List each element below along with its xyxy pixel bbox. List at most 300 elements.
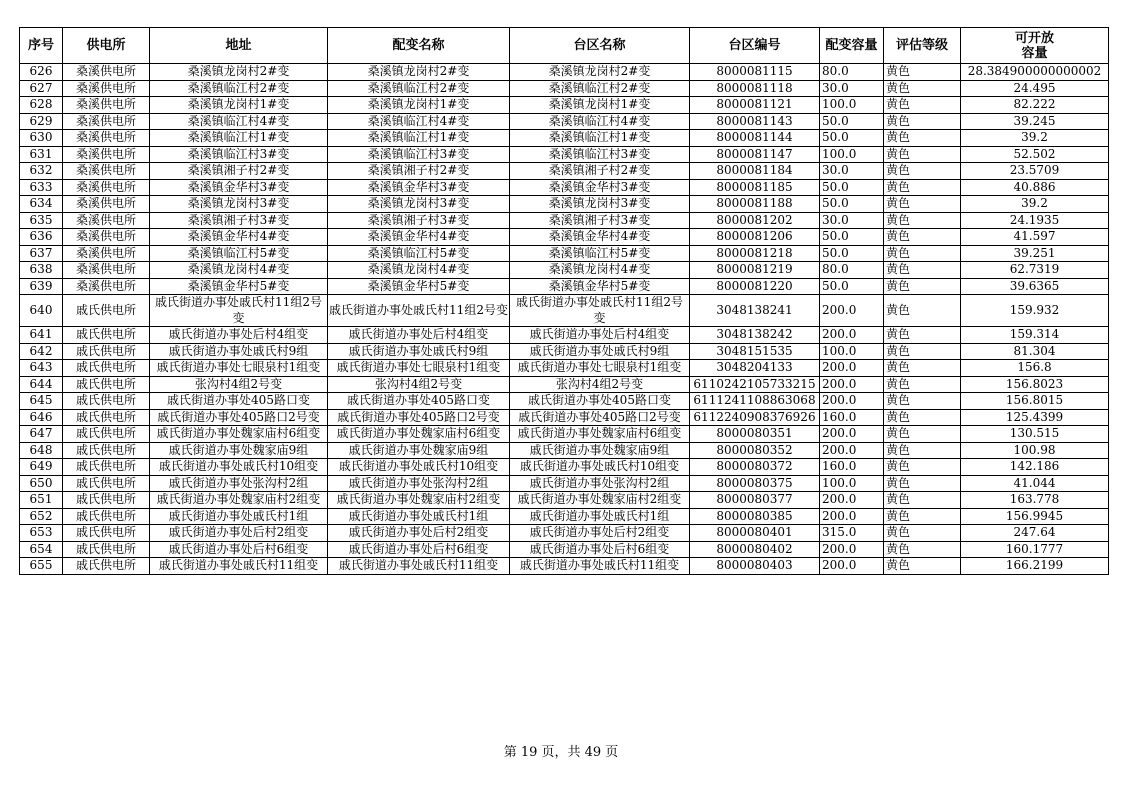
cell-grade: 黄色 bbox=[884, 64, 961, 81]
cell-seq: 654 bbox=[20, 541, 63, 558]
cell-station: 戚氏供电所 bbox=[63, 508, 150, 525]
table-row bbox=[20, 426, 1109, 443]
cell-seq: 629 bbox=[20, 113, 63, 130]
cell-capacity: 200.0 bbox=[820, 558, 884, 575]
cell-grade: 黄色 bbox=[884, 80, 961, 97]
cell-address: 戚氏街道办事处戚氏村1组 bbox=[150, 508, 328, 525]
cell-zone: 桑溪镇龙岗村3#变 bbox=[510, 196, 690, 213]
cell-seq: 641 bbox=[20, 327, 63, 344]
cell-zone-no: 8000081206 bbox=[690, 229, 820, 246]
cell-capacity: 200.0 bbox=[820, 327, 884, 344]
cell-transformer: 戚氏街道办事处戚氏村11组变 bbox=[328, 558, 510, 575]
cell-grade: 黄色 bbox=[884, 97, 961, 114]
table-row bbox=[20, 64, 1109, 81]
cell-zone: 戚氏街道办事处405路口变 bbox=[510, 393, 690, 410]
cell-seq: 640 bbox=[20, 295, 63, 327]
cell-seq: 642 bbox=[20, 343, 63, 360]
cell-address: 桑溪镇临江村2#变 bbox=[150, 80, 328, 97]
cell-capacity: 80.0 bbox=[820, 262, 884, 279]
cell-transformer: 戚氏街道办事处戚氏村9组 bbox=[328, 343, 510, 360]
cell-capacity: 50.0 bbox=[820, 113, 884, 130]
cell-open-capacity: 156.8023 bbox=[961, 376, 1109, 393]
cell-capacity: 100.0 bbox=[820, 146, 884, 163]
table-row bbox=[20, 295, 1109, 327]
cell-seq: 630 bbox=[20, 130, 63, 147]
cell-capacity: 100.0 bbox=[820, 97, 884, 114]
cell-zone-no: 3048138241 bbox=[690, 295, 820, 327]
cell-zone: 戚氏街道办事处405路口2号变 bbox=[510, 409, 690, 426]
cell-seq: 639 bbox=[20, 278, 63, 295]
cell-seq: 626 bbox=[20, 64, 63, 81]
cell-open-capacity: 39.251 bbox=[961, 245, 1109, 262]
cell-grade: 黄色 bbox=[884, 525, 961, 542]
cell-transformer: 桑溪镇龙岗村1#变 bbox=[328, 97, 510, 114]
table-row bbox=[20, 245, 1109, 262]
cell-zone-no: 8000081219 bbox=[690, 262, 820, 279]
cell-zone: 桑溪镇临江村3#变 bbox=[510, 146, 690, 163]
cell-zone: 戚氏街道办事处后村2组变 bbox=[510, 525, 690, 542]
cell-seq: 645 bbox=[20, 393, 63, 410]
cell-open-capacity: 156.9945 bbox=[961, 508, 1109, 525]
cell-zone: 桑溪镇金华村5#变 bbox=[510, 278, 690, 295]
table-body bbox=[20, 64, 1109, 575]
cell-open-capacity: 142.186 bbox=[961, 459, 1109, 476]
cell-open-capacity: 82.222 bbox=[961, 97, 1109, 114]
cell-open-capacity: 23.5709 bbox=[961, 163, 1109, 180]
cell-station: 戚氏供电所 bbox=[63, 459, 150, 476]
cell-transformer: 桑溪镇湘子村2#变 bbox=[328, 163, 510, 180]
cell-open-capacity: 100.98 bbox=[961, 442, 1109, 459]
cell-capacity: 160.0 bbox=[820, 459, 884, 476]
cell-seq: 637 bbox=[20, 245, 63, 262]
cell-station: 桑溪供电所 bbox=[63, 146, 150, 163]
cell-station: 戚氏供电所 bbox=[63, 327, 150, 344]
cell-zone-no: 8000080377 bbox=[690, 492, 820, 509]
cell-zone-no: 6112240908376926 bbox=[690, 409, 820, 426]
cell-station: 戚氏供电所 bbox=[63, 409, 150, 426]
cell-capacity: 50.0 bbox=[820, 130, 884, 147]
cell-transformer: 戚氏街道办事处戚氏村11组2号变 bbox=[328, 295, 510, 327]
cell-station: 桑溪供电所 bbox=[63, 64, 150, 81]
cell-address: 戚氏街道办事处后村4组变 bbox=[150, 327, 328, 344]
cell-capacity: 200.0 bbox=[820, 393, 884, 410]
cell-station: 桑溪供电所 bbox=[63, 179, 150, 196]
cell-address: 戚氏街道办事处戚氏村11组2号变 bbox=[150, 295, 328, 327]
cell-address: 桑溪镇金华村4#变 bbox=[150, 229, 328, 246]
header-row bbox=[20, 28, 1109, 64]
cell-open-capacity: 24.1935 bbox=[961, 212, 1109, 229]
cell-transformer: 桑溪镇临江村4#变 bbox=[328, 113, 510, 130]
cell-address: 桑溪镇临江村4#变 bbox=[150, 113, 328, 130]
cell-zone-no: 8000081184 bbox=[690, 163, 820, 180]
cell-address: 桑溪镇龙岗村1#变 bbox=[150, 97, 328, 114]
cell-station: 戚氏供电所 bbox=[63, 426, 150, 443]
cell-station: 戚氏供电所 bbox=[63, 360, 150, 377]
header-open-capacity bbox=[961, 28, 1109, 64]
cell-zone-no: 8000081202 bbox=[690, 212, 820, 229]
table-row bbox=[20, 179, 1109, 196]
cell-zone-no: 8000080352 bbox=[690, 442, 820, 459]
cell-transformer: 戚氏街道办事处张沟村2组 bbox=[328, 475, 510, 492]
cell-address: 桑溪镇龙岗村3#变 bbox=[150, 196, 328, 213]
header-open-capacity-line1: 可开放 bbox=[1014, 30, 1054, 46]
cell-capacity: 100.0 bbox=[820, 475, 884, 492]
cell-zone: 戚氏街道办事处魏家庙村6组变 bbox=[510, 426, 690, 443]
table-row bbox=[20, 196, 1109, 213]
cell-transformer: 戚氏街道办事处魏家庙9组 bbox=[328, 442, 510, 459]
cell-grade: 黄色 bbox=[884, 245, 961, 262]
cell-open-capacity: 41.044 bbox=[961, 475, 1109, 492]
cell-zone-no: 8000081147 bbox=[690, 146, 820, 163]
cell-capacity: 30.0 bbox=[820, 212, 884, 229]
cell-zone-no: 8000081220 bbox=[690, 278, 820, 295]
table-row bbox=[20, 113, 1109, 130]
cell-station: 桑溪供电所 bbox=[63, 163, 150, 180]
cell-grade: 黄色 bbox=[884, 163, 961, 180]
cell-capacity: 50.0 bbox=[820, 278, 884, 295]
table-row bbox=[20, 360, 1109, 377]
cell-seq: 646 bbox=[20, 409, 63, 426]
cell-zone: 戚氏街道办事处七眼泉村1组变 bbox=[510, 360, 690, 377]
cell-zone-no: 8000081121 bbox=[690, 97, 820, 114]
cell-zone: 戚氏街道办事处后村6组变 bbox=[510, 541, 690, 558]
cell-open-capacity: 163.778 bbox=[961, 492, 1109, 509]
cell-zone: 桑溪镇龙岗村2#变 bbox=[510, 64, 690, 81]
cell-grade: 黄色 bbox=[884, 212, 961, 229]
cell-transformer: 桑溪镇金华村3#变 bbox=[328, 179, 510, 196]
cell-zone: 桑溪镇临江村5#变 bbox=[510, 245, 690, 262]
cell-zone: 桑溪镇湘子村3#变 bbox=[510, 212, 690, 229]
cell-grade: 黄色 bbox=[884, 442, 961, 459]
cell-open-capacity: 81.304 bbox=[961, 343, 1109, 360]
cell-seq: 627 bbox=[20, 80, 63, 97]
cell-grade: 黄色 bbox=[884, 409, 961, 426]
table-row bbox=[20, 558, 1109, 575]
cell-open-capacity: 166.2199 bbox=[961, 558, 1109, 575]
table-row bbox=[20, 212, 1109, 229]
cell-station: 桑溪供电所 bbox=[63, 196, 150, 213]
cell-grade: 黄色 bbox=[884, 508, 961, 525]
cell-open-capacity: 156.8015 bbox=[961, 393, 1109, 410]
cell-zone: 戚氏街道办事处戚氏村9组 bbox=[510, 343, 690, 360]
cell-transformer: 戚氏街道办事处405路口变 bbox=[328, 393, 510, 410]
cell-transformer: 戚氏街道办事处戚氏村1组 bbox=[328, 508, 510, 525]
cell-zone-no: 8000081188 bbox=[690, 196, 820, 213]
table-row bbox=[20, 229, 1109, 246]
cell-transformer: 戚氏街道办事处七眼泉村1组变 bbox=[328, 360, 510, 377]
table-row bbox=[20, 343, 1109, 360]
cell-transformer: 戚氏街道办事处后村6组变 bbox=[328, 541, 510, 558]
cell-zone-no: 8000081143 bbox=[690, 113, 820, 130]
table-row bbox=[20, 262, 1109, 279]
cell-station: 桑溪供电所 bbox=[63, 212, 150, 229]
cell-zone: 桑溪镇临江村1#变 bbox=[510, 130, 690, 147]
cell-zone: 戚氏街道办事处张沟村2组 bbox=[510, 475, 690, 492]
cell-station: 戚氏供电所 bbox=[63, 295, 150, 327]
cell-capacity: 50.0 bbox=[820, 179, 884, 196]
cell-zone-no: 8000080385 bbox=[690, 508, 820, 525]
cell-grade: 黄色 bbox=[884, 475, 961, 492]
cell-zone-no: 3048138242 bbox=[690, 327, 820, 344]
cell-address: 戚氏街道办事处七眼泉村1组变 bbox=[150, 360, 328, 377]
table-row bbox=[20, 541, 1109, 558]
cell-seq: 650 bbox=[20, 475, 63, 492]
cell-address: 戚氏街道办事处后村2组变 bbox=[150, 525, 328, 542]
cell-open-capacity: 24.495 bbox=[961, 80, 1109, 97]
cell-zone-no: 8000081185 bbox=[690, 179, 820, 196]
table-row bbox=[20, 508, 1109, 525]
table-row bbox=[20, 146, 1109, 163]
cell-station: 戚氏供电所 bbox=[63, 343, 150, 360]
cell-station: 戚氏供电所 bbox=[63, 525, 150, 542]
cell-seq: 652 bbox=[20, 508, 63, 525]
cell-address: 桑溪镇临江村1#变 bbox=[150, 130, 328, 147]
cell-grade: 黄色 bbox=[884, 426, 961, 443]
cell-grade: 黄色 bbox=[884, 376, 961, 393]
table-row bbox=[20, 97, 1109, 114]
cell-station: 桑溪供电所 bbox=[63, 278, 150, 295]
cell-grade: 黄色 bbox=[884, 295, 961, 327]
cell-seq: 648 bbox=[20, 442, 63, 459]
cell-grade: 黄色 bbox=[884, 360, 961, 377]
cell-transformer: 戚氏街道办事处后村2组变 bbox=[328, 525, 510, 542]
table-row bbox=[20, 492, 1109, 509]
cell-zone-no: 3048204133 bbox=[690, 360, 820, 377]
cell-station: 戚氏供电所 bbox=[63, 492, 150, 509]
cell-grade: 黄色 bbox=[884, 541, 961, 558]
cell-address: 桑溪镇金华村5#变 bbox=[150, 278, 328, 295]
cell-transformer: 戚氏街道办事处魏家庙村6组变 bbox=[328, 426, 510, 443]
cell-open-capacity: 159.932 bbox=[961, 295, 1109, 327]
cell-seq: 631 bbox=[20, 146, 63, 163]
header-seq: 序号 bbox=[20, 28, 63, 64]
cell-seq: 655 bbox=[20, 558, 63, 575]
cell-capacity: 200.0 bbox=[820, 295, 884, 327]
table-row bbox=[20, 475, 1109, 492]
cell-zone: 桑溪镇龙岗村1#变 bbox=[510, 97, 690, 114]
cell-address: 戚氏街道办事处后村6组变 bbox=[150, 541, 328, 558]
cell-capacity: 200.0 bbox=[820, 426, 884, 443]
cell-transformer: 桑溪镇临江村1#变 bbox=[328, 130, 510, 147]
cell-address: 戚氏街道办事处戚氏村11组变 bbox=[150, 558, 328, 575]
cell-open-capacity: 125.4399 bbox=[961, 409, 1109, 426]
cell-zone-no: 6111241108863068 bbox=[690, 393, 820, 410]
cell-transformer: 戚氏街道办事处魏家庙村2组变 bbox=[328, 492, 510, 509]
table-row bbox=[20, 393, 1109, 410]
cell-grade: 黄色 bbox=[884, 327, 961, 344]
cell-zone: 戚氏街道办事处魏家庙村2组变 bbox=[510, 492, 690, 509]
cell-grade: 黄色 bbox=[884, 229, 961, 246]
cell-station: 桑溪供电所 bbox=[63, 245, 150, 262]
cell-capacity: 100.0 bbox=[820, 343, 884, 360]
cell-seq: 651 bbox=[20, 492, 63, 509]
cell-open-capacity: 62.7319 bbox=[961, 262, 1109, 279]
cell-seq: 635 bbox=[20, 212, 63, 229]
cell-zone-no: 8000080375 bbox=[690, 475, 820, 492]
cell-capacity: 160.0 bbox=[820, 409, 884, 426]
cell-open-capacity: 52.502 bbox=[961, 146, 1109, 163]
cell-seq: 649 bbox=[20, 459, 63, 476]
header-open-capacity-line2: 容量 bbox=[1021, 45, 1048, 61]
cell-address: 戚氏街道办事处魏家庙9组 bbox=[150, 442, 328, 459]
cell-zone-no: 8000080351 bbox=[690, 426, 820, 443]
cell-capacity: 200.0 bbox=[820, 360, 884, 377]
cell-grade: 黄色 bbox=[884, 492, 961, 509]
cell-transformer: 桑溪镇金华村4#变 bbox=[328, 229, 510, 246]
cell-address: 戚氏街道办事处405路口2号变 bbox=[150, 409, 328, 426]
cell-station: 戚氏供电所 bbox=[63, 475, 150, 492]
cell-station: 戚氏供电所 bbox=[63, 393, 150, 410]
cell-capacity: 200.0 bbox=[820, 541, 884, 558]
cell-open-capacity: 28.384900000000002 bbox=[961, 64, 1109, 81]
cell-transformer: 桑溪镇龙岗村2#变 bbox=[328, 64, 510, 81]
cell-seq: 653 bbox=[20, 525, 63, 542]
table-row bbox=[20, 80, 1109, 97]
cell-transformer: 桑溪镇金华村5#变 bbox=[328, 278, 510, 295]
header-grade: 评估等级 bbox=[884, 28, 961, 64]
cell-transformer: 张沟村4组2号变 bbox=[328, 376, 510, 393]
cell-transformer: 戚氏街道办事处405路口2号变 bbox=[328, 409, 510, 426]
cell-transformer: 戚氏街道办事处戚氏村10组变 bbox=[328, 459, 510, 476]
cell-zone: 桑溪镇金华村3#变 bbox=[510, 179, 690, 196]
cell-address: 张沟村4组2号变 bbox=[150, 376, 328, 393]
cell-capacity: 50.0 bbox=[820, 229, 884, 246]
cell-zone: 戚氏街道办事处魏家庙9组 bbox=[510, 442, 690, 459]
cell-station: 戚氏供电所 bbox=[63, 558, 150, 575]
table-row bbox=[20, 327, 1109, 344]
cell-address: 桑溪镇龙岗村2#变 bbox=[150, 64, 328, 81]
cell-capacity: 30.0 bbox=[820, 163, 884, 180]
header-capacity: 配变容量 bbox=[820, 28, 884, 64]
cell-address: 戚氏街道办事处张沟村2组 bbox=[150, 475, 328, 492]
cell-seq: 636 bbox=[20, 229, 63, 246]
page-footer: 第 19 页，共 49 页 bbox=[503, 745, 619, 760]
cell-open-capacity: 40.886 bbox=[961, 179, 1109, 196]
cell-seq: 634 bbox=[20, 196, 63, 213]
cell-station: 桑溪供电所 bbox=[63, 130, 150, 147]
table-row bbox=[20, 130, 1109, 147]
cell-zone: 桑溪镇龙岗村4#变 bbox=[510, 262, 690, 279]
cell-address: 桑溪镇湘子村2#变 bbox=[150, 163, 328, 180]
cell-capacity: 200.0 bbox=[820, 492, 884, 509]
cell-capacity: 50.0 bbox=[820, 245, 884, 262]
cell-seq: 644 bbox=[20, 376, 63, 393]
cell-grade: 黄色 bbox=[884, 130, 961, 147]
cell-station: 桑溪供电所 bbox=[63, 229, 150, 246]
table-row bbox=[20, 376, 1109, 393]
cell-zone-no: 8000080372 bbox=[690, 459, 820, 476]
cell-zone: 戚氏街道办事处戚氏村10组变 bbox=[510, 459, 690, 476]
cell-capacity: 200.0 bbox=[820, 508, 884, 525]
cell-transformer: 桑溪镇湘子村3#变 bbox=[328, 212, 510, 229]
cell-address: 桑溪镇临江村5#变 bbox=[150, 245, 328, 262]
cell-address: 戚氏街道办事处405路口变 bbox=[150, 393, 328, 410]
cell-grade: 黄色 bbox=[884, 278, 961, 295]
cell-grade: 黄色 bbox=[884, 393, 961, 410]
cell-open-capacity: 41.597 bbox=[961, 229, 1109, 246]
header-address: 地址 bbox=[150, 28, 328, 64]
table-row bbox=[20, 278, 1109, 295]
table-row bbox=[20, 442, 1109, 459]
cell-address: 桑溪镇湘子村3#变 bbox=[150, 212, 328, 229]
cell-transformer: 桑溪镇龙岗村4#变 bbox=[328, 262, 510, 279]
cell-zone: 桑溪镇金华村4#变 bbox=[510, 229, 690, 246]
cell-zone-no: 8000081218 bbox=[690, 245, 820, 262]
table-row bbox=[20, 163, 1109, 180]
cell-station: 戚氏供电所 bbox=[63, 442, 150, 459]
cell-open-capacity: 39.2 bbox=[961, 196, 1109, 213]
cell-capacity: 80.0 bbox=[820, 64, 884, 81]
cell-zone-no: 8000080403 bbox=[690, 558, 820, 575]
cell-zone: 桑溪镇临江村4#变 bbox=[510, 113, 690, 130]
cell-transformer: 桑溪镇临江村5#变 bbox=[328, 245, 510, 262]
cell-zone: 戚氏街道办事处戚氏村11组变 bbox=[510, 558, 690, 575]
cell-transformer: 戚氏街道办事处后村4组变 bbox=[328, 327, 510, 344]
cell-open-capacity: 39.6365 bbox=[961, 278, 1109, 295]
cell-station: 桑溪供电所 bbox=[63, 80, 150, 97]
cell-seq: 633 bbox=[20, 179, 63, 196]
cell-open-capacity: 156.8 bbox=[961, 360, 1109, 377]
cell-open-capacity: 160.1777 bbox=[961, 541, 1109, 558]
cell-zone-no: 8000080401 bbox=[690, 525, 820, 542]
cell-station: 戚氏供电所 bbox=[63, 541, 150, 558]
cell-zone-no: 8000080402 bbox=[690, 541, 820, 558]
cell-station: 桑溪供电所 bbox=[63, 262, 150, 279]
cell-seq: 638 bbox=[20, 262, 63, 279]
cell-grade: 黄色 bbox=[884, 459, 961, 476]
table-row bbox=[20, 459, 1109, 476]
cell-address: 桑溪镇临江村3#变 bbox=[150, 146, 328, 163]
data-table bbox=[19, 27, 1109, 575]
cell-address: 桑溪镇龙岗村4#变 bbox=[150, 262, 328, 279]
cell-zone: 桑溪镇湘子村2#变 bbox=[510, 163, 690, 180]
cell-grade: 黄色 bbox=[884, 196, 961, 213]
cell-grade: 黄色 bbox=[884, 343, 961, 360]
cell-capacity: 200.0 bbox=[820, 442, 884, 459]
cell-address: 桑溪镇金华村3#变 bbox=[150, 179, 328, 196]
cell-zone: 桑溪镇临江村2#变 bbox=[510, 80, 690, 97]
cell-grade: 黄色 bbox=[884, 113, 961, 130]
cell-seq: 647 bbox=[20, 426, 63, 443]
cell-grade: 黄色 bbox=[884, 262, 961, 279]
cell-transformer: 桑溪镇龙岗村3#变 bbox=[328, 196, 510, 213]
cell-zone-no: 8000081115 bbox=[690, 64, 820, 81]
cell-open-capacity: 159.314 bbox=[961, 327, 1109, 344]
cell-zone-no: 8000081118 bbox=[690, 80, 820, 97]
table-row bbox=[20, 409, 1109, 426]
cell-zone: 戚氏街道办事处后村4组变 bbox=[510, 327, 690, 344]
cell-seq: 628 bbox=[20, 97, 63, 114]
cell-grade: 黄色 bbox=[884, 179, 961, 196]
cell-open-capacity: 247.64 bbox=[961, 525, 1109, 542]
cell-station: 戚氏供电所 bbox=[63, 376, 150, 393]
cell-capacity: 50.0 bbox=[820, 196, 884, 213]
cell-station: 桑溪供电所 bbox=[63, 97, 150, 114]
table-row bbox=[20, 525, 1109, 542]
cell-zone-no: 6110242105733215 bbox=[690, 376, 820, 393]
cell-zone: 戚氏街道办事处戚氏村1组 bbox=[510, 508, 690, 525]
cell-seq: 632 bbox=[20, 163, 63, 180]
cell-transformer: 桑溪镇临江村3#变 bbox=[328, 146, 510, 163]
cell-zone-no: 3048151535 bbox=[690, 343, 820, 360]
cell-grade: 黄色 bbox=[884, 558, 961, 575]
cell-address: 戚氏街道办事处戚氏村10组变 bbox=[150, 459, 328, 476]
header-station: 供电所 bbox=[63, 28, 150, 64]
cell-zone-no: 8000081144 bbox=[690, 130, 820, 147]
cell-grade: 黄色 bbox=[884, 146, 961, 163]
cell-zone: 戚氏街道办事处戚氏村11组2号变 bbox=[510, 295, 690, 327]
cell-capacity: 200.0 bbox=[820, 376, 884, 393]
